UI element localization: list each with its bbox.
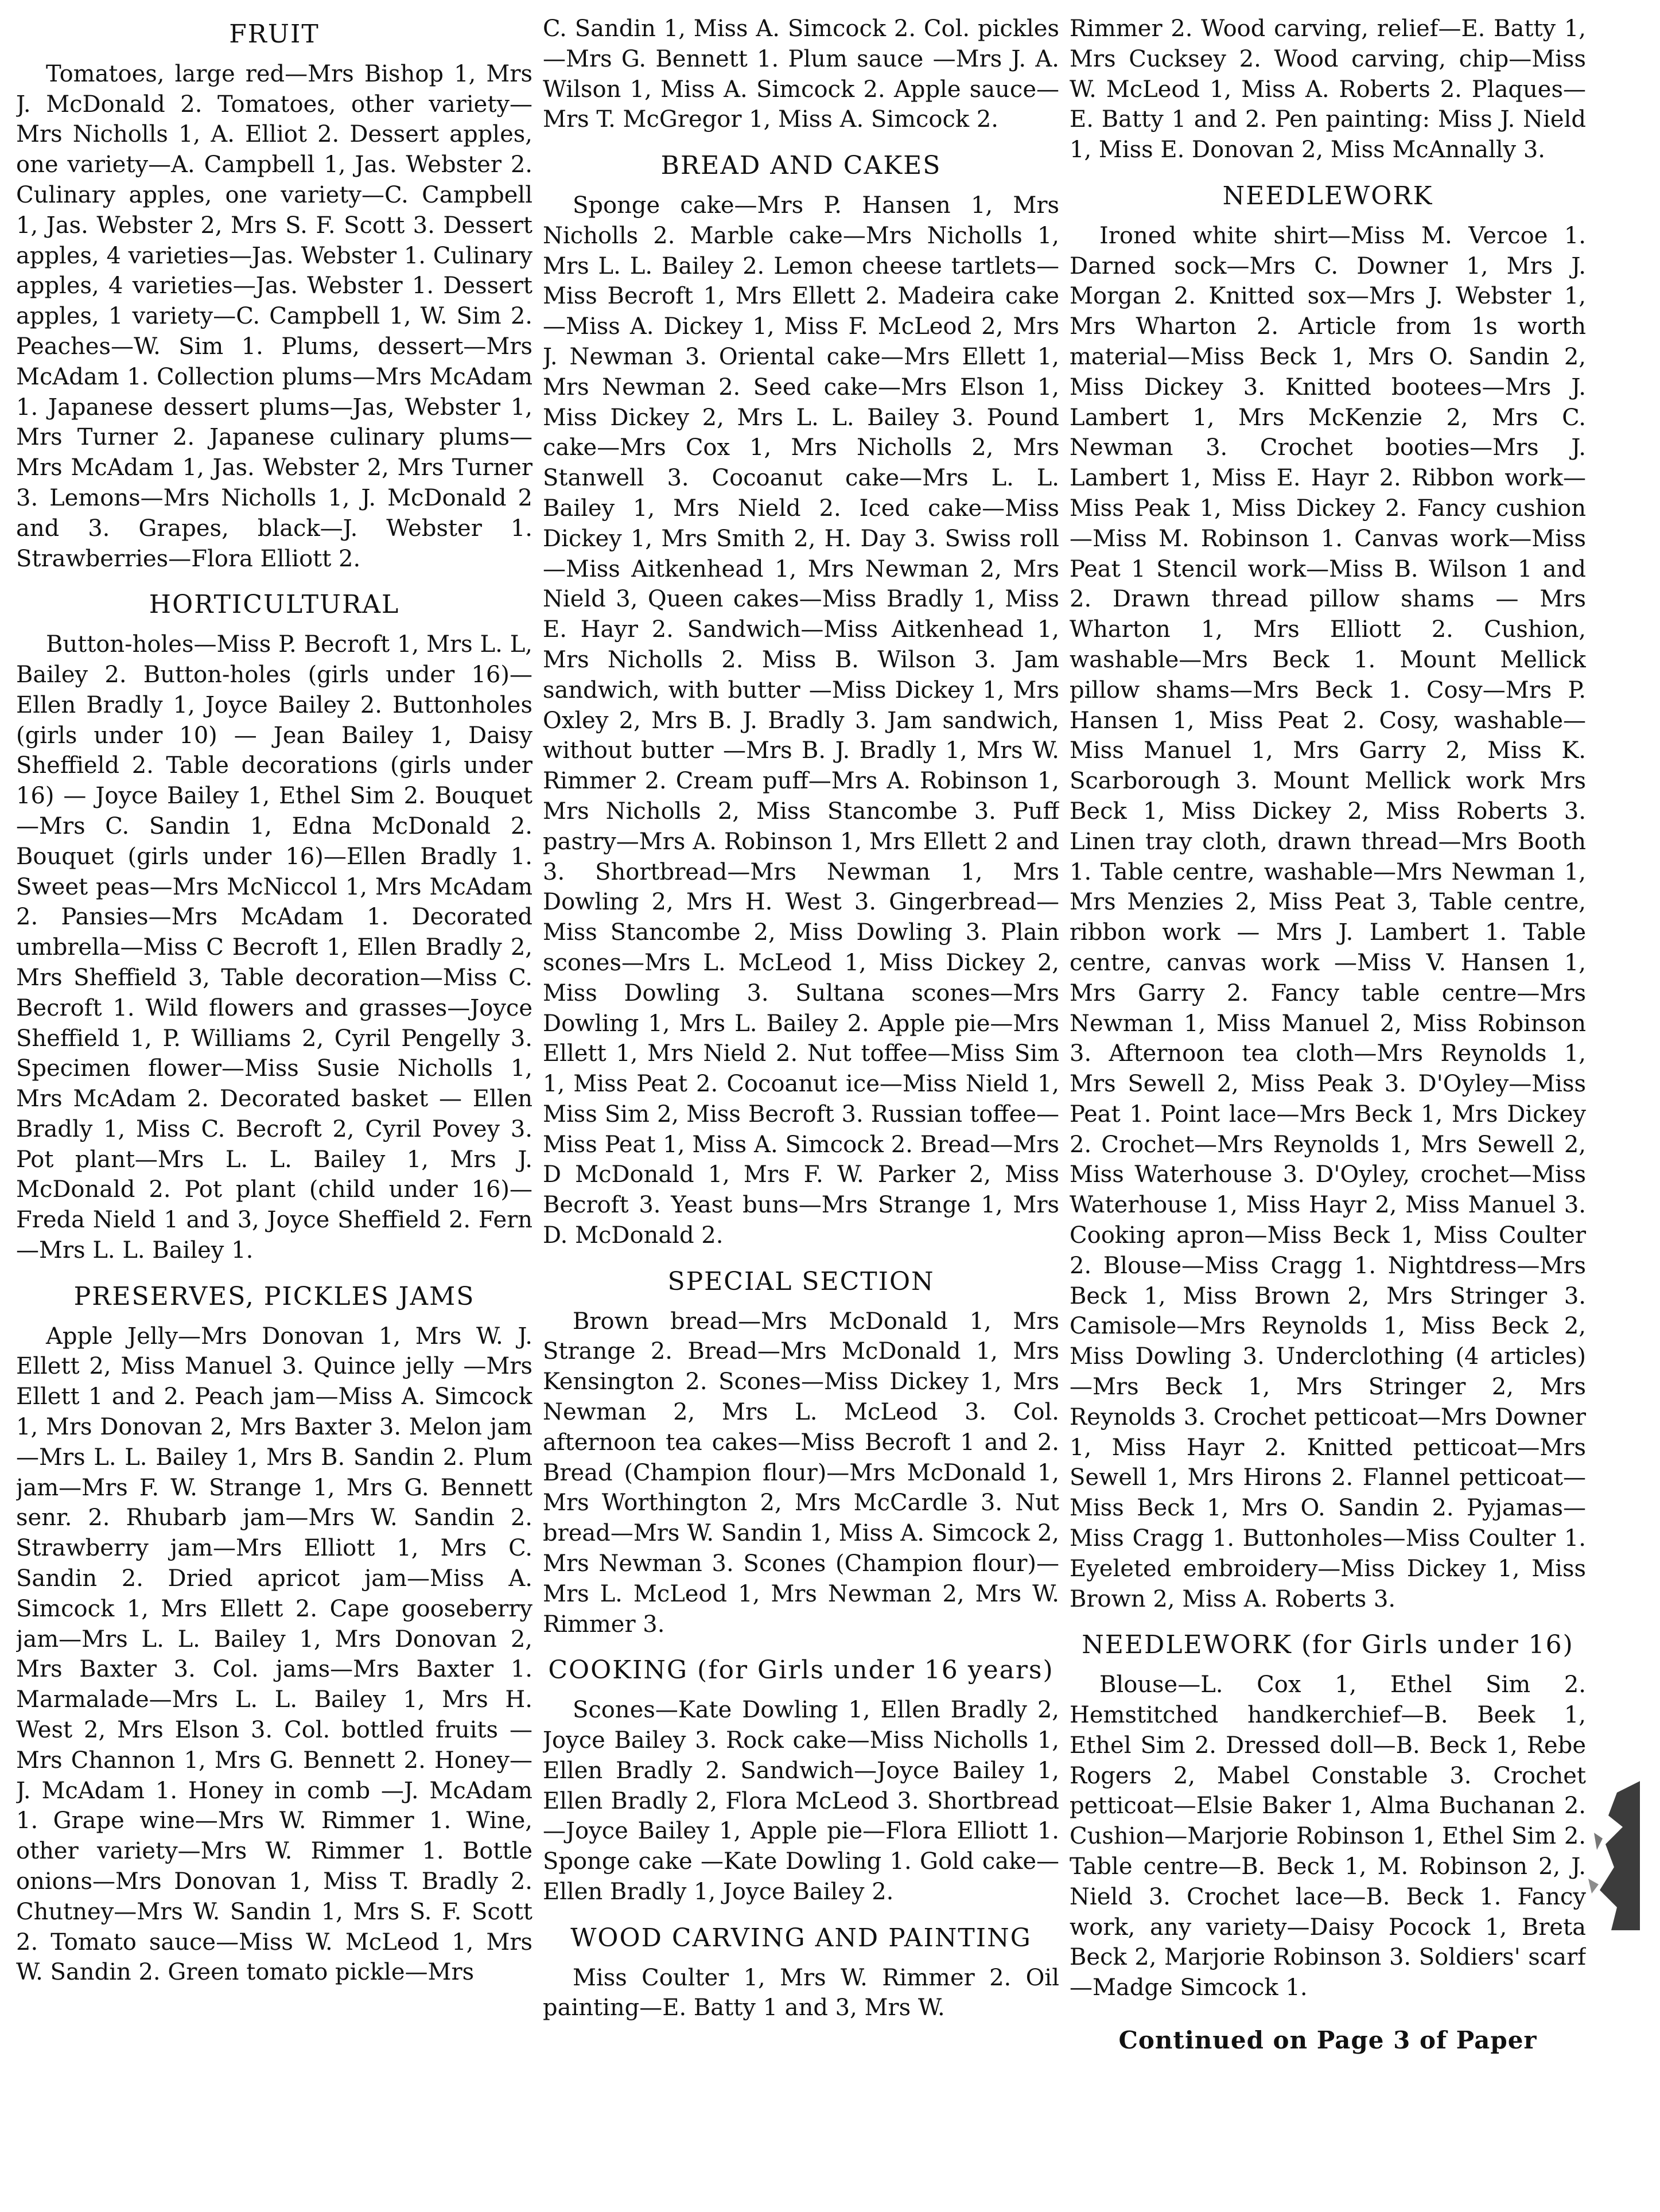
- heading-horticultural: HORTICULTURAL: [149, 590, 400, 620]
- body-preserves: Apple Jelly—Mrs Donovan 1, Mrs W. J. Ellett 2, Miss Manuel 3. Quince jelly —Mrs Ellett 1 and 2. Peach jam—Miss A. Simcock 1, Mrs Donovan 2, Mrs Baxter 3. Melon jam—Mrs L. L. Bailey 1, Mrs B. Sandin 2. Plum jam—Mrs F. W. Strange 1, Mrs G. Bennett senr. 2. Rhubarb jam—Mrs W. Sandin 2. Strawberry jam—Mrs Elliott 1, Mrs C. Sandin 2. Dried apricot jam—Miss A. Simcock 1, Mrs Ellett 2. Cape gooseberry jam—Mrs L. L. Bailey 1, Mrs Donovan 2, Mrs Baxter 3. Col. jams—Mrs Baxter 1. Marmalade—Mrs L. L. Bailey 1, Mrs H. West 2, Mrs Elson 3. Col. bottled fruits —Mrs Channon 1, Mrs G. Bennett 2. Honey—J. McAdam 1. Honey in comb —J. McAdam 1. Grape wine—Mrs W. Rimmer 1. Wine, other variety—Mrs W. Rimmer 1. Bottle onions—Mrs Donovan 1, Miss T. Bradly 2. Chutney—Mrs W. Sandin 1, Mrs S. F. Scott 2. Tomato sauce—Miss W. McLeod 1, Mrs W. Sandin 2. Green tomato pickle—Mrs: [16, 1323, 532, 1986]
- heading-fruit: FRUIT: [229, 20, 320, 49]
- heading-cooking: COOKING (for Girls under 16 years): [548, 1655, 1054, 1685]
- body-wood-carving: Miss Coulter 1, Mrs W. Rimmer 2. Oil painting—E. Batty 1 and 3, Mrs W.: [543, 1964, 1059, 2021]
- heading-special-section: SPECIAL SECTION: [667, 1266, 935, 1296]
- heading-bread-and-cakes: BREAD AND CAKES: [660, 151, 942, 181]
- continued-footer: Continued on Page 3 of Paper: [1118, 2026, 1537, 2054]
- newspaper-page: [16, 14, 1643, 2194]
- body-fruit: Tomatoes, large red—Mrs Bishop 1, Mrs J. McDonald 2. Tomatoes, other variety—Mrs Nicholls 1, A. Elliot 2. Dessert apples, one variety—A. Campbell 1, Jas. Webster 2. Culinary apples, one variety—C. Campbell 1, Jas. Webster 2, Mrs S. F. Scott 3. Dessert apples, 4 varieties—Jas. Webster 1. Culinary apples, 4 varieties—Jas. Webster 1. Dessert apples, 1 variety—C. Campbell 1, W. Sim 2. Peaches—W. Sim 1. Plums, dessert—Mrs McAdam 1. Collection plums—Mrs McAdam 1. Japanese dessert plums—Jas, Webster 1, Mrs Turner 2. Japanese culinary plums—Mrs McAdam 1, Jas. Webster 2, Mrs Turner 3. Lemons—Mrs Nicholls 1, J. McDonald 2 and 3. Grapes, black—J. Webster 1. Strawberries—Flora Elliott 2.: [16, 60, 532, 572]
- body-preserves-continued: C. Sandin 1, Miss A. Simcock 2. Col. pickles—Mrs G. Bennett 1. Plum sauce —Mrs J. A. Wilson 1, Miss A. Simcock 2. Apple sauce—Mrs T. McGregor 1, Miss A. Simcock 2.: [543, 15, 1059, 133]
- body-horticultural: Button-holes—Miss P. Becroft 1, Mrs L. L, Bailey 2. Button-holes (girls under 16)—Ellen Bradly 1, Joyce Bailey 2. Buttonholes (girls under 10) — Jean Bailey 1, Daisy Sheffield 2. Table decorations (girls under 16) — Joyce Bailey 1, Ethel Sim 2. Bouquet—Mrs C. Sandin 1, Edna McDonald 2. Bouquet (girls under 16)—Ellen Bradly 1. Sweet peas—Mrs McNiccol 1, Mrs McAdam 2. Pansies—Mrs McAdam 1. Decorated umbrella—Miss C Becroft 1, Ellen Bradly 2, Mrs Sheffield 3, Table decoration—Miss C. Becroft 1. Wild flowers and grasses—Joyce Sheffield 1, P. Williams 2, Cyril Pengelly 3. Specimen flower—Miss Susie Nicholls 1, Mrs McAdam 2. Decorated basket — Ellen Bradly 1, Miss C. Becroft 2, Cyril Povey 3. Pot plant—Mrs L. L. Bailey 1, Mrs J. McDonald 2. Pot plant (child under 16)—Freda Nield 1 and 3, Joyce Sheffield 2. Fern—Mrs L. L. Bailey 1.: [16, 631, 532, 1264]
- body-wood-carving-continued: Rimmer 2. Wood carving, relief—E. Batty 1, Mrs Cucksey 2. Wood carving, chip—Miss W. McLeod 1, Miss A. Roberts 2. Plaques—E. Batty 1 and 2. Pen painting: Miss J. Nield 1, Miss E. Donovan 2, Miss McAnnally 3.: [1070, 15, 1586, 164]
- heading-needlework-girls: NEEDLEWORK (for Girls under 16): [1082, 1630, 1574, 1660]
- body-cooking: Scones—Kate Dowling 1, Ellen Bradly 2, Joyce Bailey 3. Rock cake—Miss Nicholls 1, Ellen Bradly 2. Sandwich—Joyce Bailey 1, Ellen Bradly 2, Flora McLeod 3. Shortbread—Joyce Bailey 1, Apple pie—Flora Elliott 1. Sponge cake —Kate Dowling 1. Gold cake—Ellen Bradly 1, Joyce Bailey 2.: [543, 1697, 1059, 1906]
- column-1: [16, 14, 532, 2194]
- heading-wood-carving: WOOD CARVING AND PAINTING: [570, 1923, 1032, 1953]
- body-needlework: Ironed white shirt—Miss M. Vercoe 1. Darned sock—Mrs C. Downer 1, Mrs J. Morgan 2. Knitted sox—Mrs J. Webster 1, Mrs Wharton 2. Article from 1s worth material—Miss Beck 1, Mrs O. Sandin 2, Miss Dickey 3. Knitted bootees—Mrs J. Lambert 1, Mrs McKenzie 2, Mrs C. Newman 3. Crochet booties—Mrs J. Lambert 1, Miss E. Hayr 2. Ribbon work—Miss Peak 1, Miss Dickey 2. Fancy cushion—Miss M. Robinson 1. Canvas work—Miss Peat 1 Stencil work—Miss B. Wilson 1 and 2. Drawn thread pillow shams — Mrs Wharton 1, Mrs Elliott 2. Cushion, washable—Mrs Beck 1. Mount Mellick pillow shams—Mrs Beck 1. Cosy—Mrs P. Hansen 1, Miss Peat 2. Cosy, washable—Miss Manuel 1, Mrs Garry 2, Miss K. Scarborough 3. Mount Mellick work Mrs Beck 1, Miss Dickey 2, Miss Roberts 3. Linen tray cloth, drawn thread—Mrs Booth 1. Table centre, washable—Mrs Newman 1, Mrs Menzies 2, Miss Peat 3, Table centre, ribbon work — Mrs J. Lambert 1. Table centre, canvas work —Miss V. Hansen 1, Mrs Garry 2. Fancy table centre—Mrs Newman 1, Miss Manuel 2, Miss Robinson 3. Afternoon tea cloth—Mrs Reynolds 1, Mrs Sewell 2, Miss Peak 3. D'Oyley—Miss Peat 1. Point lace—Mrs Beck 1, Mrs Dickey 2. Crochet—Mrs Reynolds 1, Mrs Sewell 2, Miss Waterhouse 3. D'Oyley, crochet—Miss Waterhouse 1, Miss Hayr 2, Miss Manuel 3. Cooking apron—Miss Beck 1, Miss Coulter 2. Blouse—Miss Cragg 1. Nightdress—Mrs Beck 1, Miss Brown 2, Mrs Stringer 3. Camisole—Mrs Reynolds 1, Miss Beck 2, Miss Dowling 3. Underclothing (4 articles)—Mrs Beck 1, Mrs Stringer 2, Mrs Reynolds 3. Crochet petticoat—Mrs Downer 1, Miss Hayr 2. Knitted petticoat—Mrs Sewell 1, Mrs Hirons 2. Flannel petticoat—Miss Beck 1, Mrs O. Sandin 2. Pyjamas—Miss Cragg 1. Buttonholes—Miss Coulter 1. Eyeleted embroidery—Miss Dickey 1, Miss Brown 2, Miss A. Roberts 3.: [1070, 222, 1586, 1612]
- body-bread-and-cakes: Sponge cake—Mrs P. Hansen 1, Mrs Nicholls 2. Marble cake—Mrs Nicholls 1, Mrs L. L. Bailey 2. Lemon cheese tartlets—Miss Becroft 1, Mrs Ellett 2. Madeira cake—Miss A. Dickey 1, Miss F. McLeod 2, Mrs J. Newman 3. Oriental cake—Mrs Ellett 1, Mrs Newman 2. Seed cake—Mrs Elson 1, Miss Dickey 2, Mrs L. L. Bailey 3. Pound cake—Mrs Cox 1, Mrs Nicholls 2, Mrs Stanwell 3. Cocoanut cake—Mrs L. L. Bailey 1, Mrs Nield 2. Iced cake—Miss Dickey 1, Mrs Smith 2, H. Day 3. Swiss roll—Miss Aitkenhead 1, Mrs Newman 2, Mrs Nield 3, Queen cakes—Miss Bradly 1, Miss E. Hayr 2. Sandwich—Miss Aitkenhead 1, Mrs Nicholls 2. Miss B. Wilson 3. Jam sandwich, with butter —Miss Dickey 1, Mrs Oxley 2, Mrs B. J. Bradly 3. Jam sandwich, without butter —Mrs B. J. Bradly 1, Mrs W. Rimmer 2. Cream puff—Mrs A. Robinson 1, Mrs Nicholls 2, Miss Stancombe 3. Puff pastry—Mrs A. Robinson 1, Mrs Ellett 2 and 3. Shortbread—Mrs Newman 1, Mrs Dowling 2, Mrs H. West 3. Gingerbread—Miss Stancombe 2, Miss Dowling 3. Plain scones—Mrs L. McLeod 1, Miss Dickey 2, Miss Dowling 3. Sultana scones—Mrs Dowling 1, Mrs L. Bailey 2. Apple pie—Mrs Ellett 1, Mrs Nield 2. Nut toffee—Miss Sim 1, Miss Peat 2. Cocoanut ice—Miss Nield 1, Miss Sim 2, Miss Becroft 3. Russian toffee—Miss Peat 1, Miss A. Simcock 2. Bread—Mrs D McDonald 1, Mrs F. W. Parker 2, Miss Becroft 3. Yeast buns—Mrs Strange 1, Mrs D. McDonald 2.: [543, 192, 1059, 1249]
- column-3: [1070, 14, 1586, 2194]
- heading-needlework: NEEDLEWORK: [1222, 181, 1433, 211]
- body-needlework-girls: Blouse—L. Cox 1, Ethel Sim 2. Hemstitched handkerchief—B. Beek 1, Ethel Sim 2. Dressed doll—B. Beck 1, Rebe Rogers 2, Mabel Constable 3. Crochet petticoat—Elsie Baker 1, Alma Buchanan 2. Cushion—Marjorie Robinson 1, Ethel Sim 2. Table centre—B. Beck 1, M. Robinson 2, J. Nield 3. Crochet lace—B. Beck 1. Fancy work, any variety—Daisy Pocock 1, Breta Beck 2, Marjorie Robinson 3. Soldiers' scarf—Madge Simcock 1.: [1070, 1671, 1586, 2001]
- column-2: [543, 14, 1059, 2194]
- body-special-section: Brown bread—Mrs McDonald 1, Mrs Strange 2. Bread—Mrs McDonald 1, Mrs Kensington 2. Scones—Miss Dickey 1, Mrs Newman 2, Mrs L. McLeod 3. Col. afternoon tea cakes—Miss Becroft 1 and 2. Bread (Champion flour)—Mrs McDonald 1, Mrs Worthington 2, Mrs McCardle 3. Nut bread—Mrs W. Sandin 1, Miss A. Simcock 2, Mrs Newman 3. Scones (Champion flour)—Mrs L. McLeod 1, Mrs Newman 2, Mrs W. Rimmer 3.: [543, 1308, 1059, 1638]
- heading-preserves: PRESERVES, PICKLES JAMS: [73, 1281, 475, 1311]
